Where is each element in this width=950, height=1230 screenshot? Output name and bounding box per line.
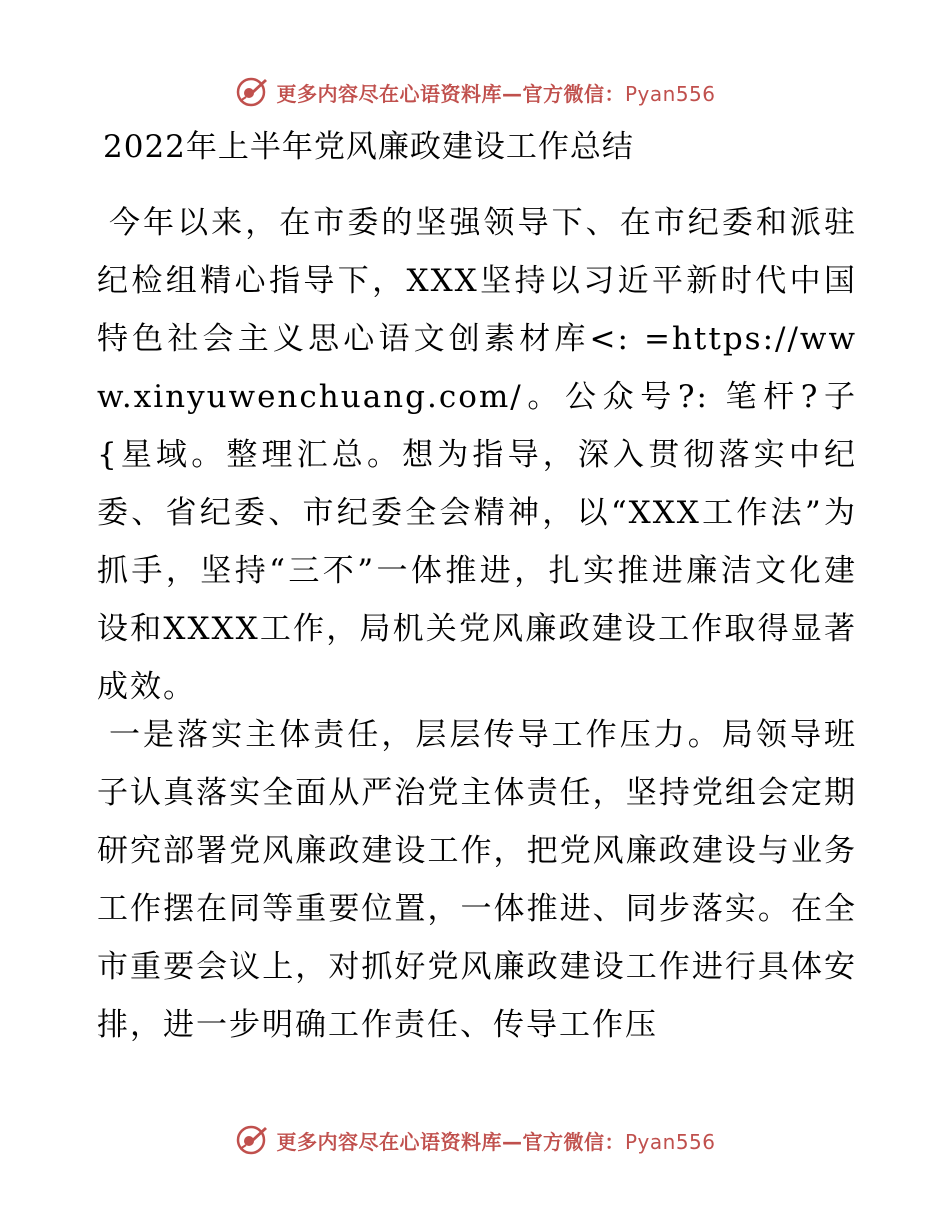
paragraph-2: 一是落实主体责任，层层传导工作压力。局领导班子认真落实全面从严治党主体责任，坚持党组会定期研究部署党风廉政建设工作，把党风廉政建设与业务工作摆在同等重要位置，一体推进、同步落实。在全市重要会议上，对抓好党风廉政建设工作进行具体安排，进一步明确工作责任、传导工作压 [97,717,857,1043]
watermark-text: 更多内容尽在心语资料库—官方微信：Pyan556 [276,81,716,106]
document-title: 2022年上半年党风廉政建设工作总结 [103,129,634,165]
brand-logo-icon [234,75,268,109]
header-watermark [0,72,950,112]
paragraph-1: 今年以来，在市委的坚强领导下、在市纪委和派驻纪检组精心指导下，XXX坚持以习近平新时代中国特色社会主义思心语文创素材库<: =https://www.xinyuwenchuang.com/。公众号?: 笔杆?子{星域。整理汇总。想为指导，深入贯彻落实中纪委、省纪委、市纪委全会精神，以“XXX工作法”为抓手，坚持“三不”一体推进，扎实推进廉洁文化建设和XXXX工作，局机关党风廉政建设工作取得显著成效。 [97,205,857,705]
watermark-text: 更多内容尽在心语资料库—官方微信：Pyan556 [276,1129,716,1154]
watermark-content [234,75,715,109]
brand-logo-icon [234,1123,268,1157]
footer-watermark [0,1120,950,1160]
watermark-content [234,1123,715,1157]
